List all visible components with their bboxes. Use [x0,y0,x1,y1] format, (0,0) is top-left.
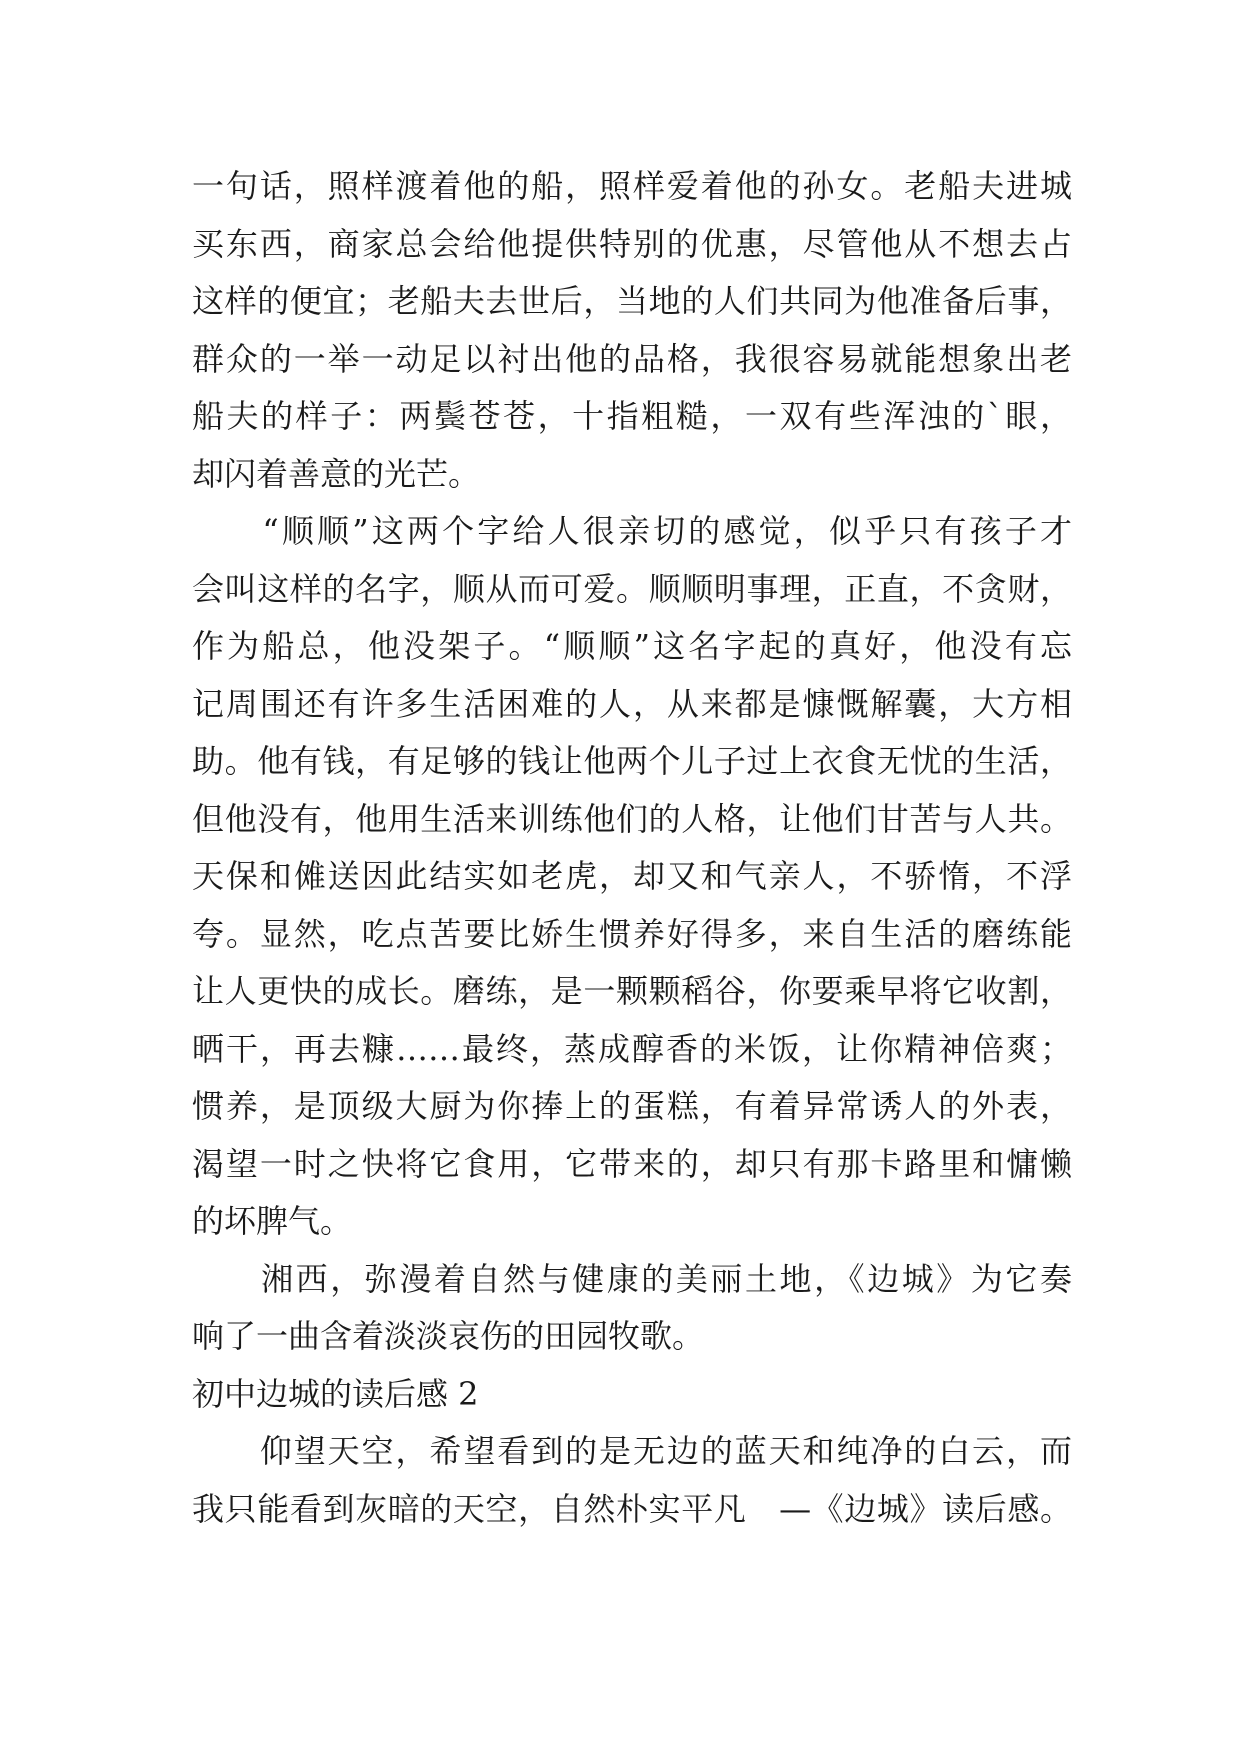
text-line: 买东西，商家总会给他提供特别的优惠，尽管他从不想去占 [192,224,1072,263]
text-line: 夸。显然，吃点苦要比娇生惯养好得多，来自生活的磨练能 [192,914,1072,953]
text-line: 船夫的样子：两鬓苍苍，十指粗糙，一双有些浑浊的`眼， [192,397,1072,435]
text-line: 一句话，照样渡着他的船，照样爱着他的孙女。老船夫进城 [192,167,1072,205]
text-line: 响了一曲含着淡淡哀伤的田园牧歌。 [192,1317,705,1355]
text-line: 群众的一举一动足以衬出他的品格，我很容易就能想象出老 [192,339,1072,378]
text-line: 惯养，是顶级大厨为你捧上的蛋糕，有着异常诱人的外表， [192,1087,1072,1125]
text-line: 的坏脾气。 [192,1202,353,1240]
text-line: 但他没有，他用生活来训练他们的人格，让他们甘苦与人共。 [192,799,1072,838]
text-line: 渴望一时之快将它食用，它带来的，却只有那卡路里和慵懒 [192,1144,1072,1183]
text-line: 记周围还有许多生活困难的人，从来都是慷慨解囊，大方相 [192,684,1072,723]
text-line: 会叫这样的名字，顺从而可爱。顺顺明事理，正直，不贪财， [192,569,1072,608]
body-text [192,158,1072,1538]
text-line: “顺顺”这两个字给人很亲切的感觉，似乎只有孩子才 [192,512,1072,550]
text-line: 作为船总，他没架子。“顺顺”这名字起的真好，他没有忘 [192,627,1072,665]
text-line: 这样的便宜；老船夫去世后，当地的人们共同为他准备后事， [192,282,1072,320]
text-line: 让人更快的成长。磨练，是一颗颗稻谷，你要乘早将它收割， [192,972,1072,1010]
text-line: 助。他有钱，有足够的钱让他两个儿子过上衣食无忧的生活， [192,742,1072,780]
section-heading: 初中边城的读后感 2 [192,1374,479,1413]
text-line: 仰望天空，希望看到的是无边的蓝天和纯净的白云，而 [192,1432,1072,1470]
text-line: 却闪着善意的光芒。 [192,454,481,493]
text-line: 湘西，弥漫着自然与健康的美丽土地，《边城》为它奏 [192,1259,1072,1298]
text-line: 我只能看到灰暗的天空，自然朴实平凡 —《边城》读后感。 [192,1489,1072,1528]
text-line: 晒干，再去糠……最终，蒸成醇香的米饭，让你精神倍爽； [192,1029,1072,1068]
text-line: 天保和傩送因此结实如老虎，却又和气亲人，不骄惰，不浮 [192,857,1072,895]
